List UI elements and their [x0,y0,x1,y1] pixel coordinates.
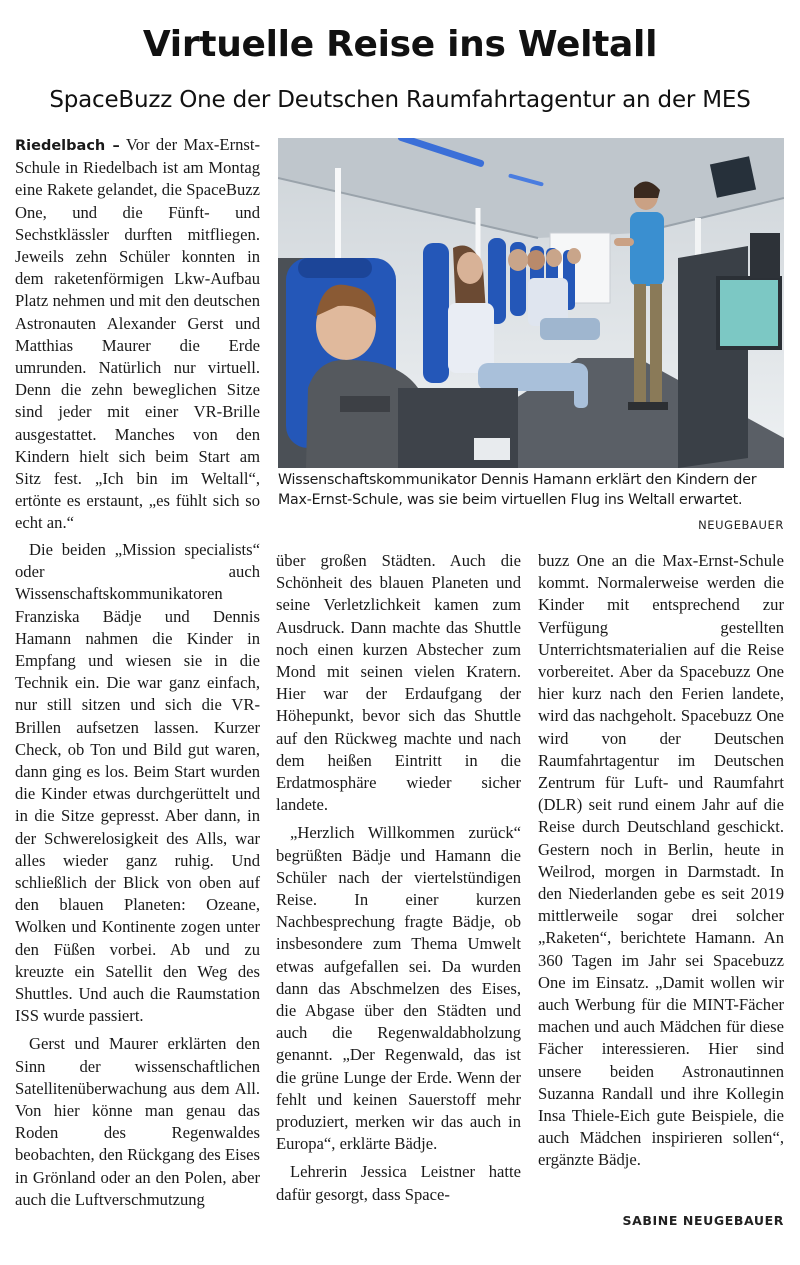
article-photo [278,138,784,468]
dateline: Riedelbach – [15,138,120,154]
column-3 [538,550,784,1172]
paragraph-gerst-maurer: Gerst und Maurer erklärten den Sinn der wissenschaftlichen Satellitenüberwachung aus dem All. Von hier könne man genau das Roden des Regenwaldes beobachten, den Rückgang des Eises in Grönland oder an den Polen, aber auch die Luftverschmutzung [15,1034,260,1209]
subheadline: SpaceBuzz One der Deutschen Raumfahrtagentur an der MES [49,87,751,113]
column-1-top [15,134,260,535]
paragraph-mission-specialists: Die beiden „Mission specialists“ oder auch Wissenschaftskommunikatoren Franziska Bädje und Dennis Hamann nahmen die Kinder in Empfang und wiesen sie in die Technik ein. Die war ganz einfach, nur still sitzen und sich die VR-Brillen aufsetzen lassen. Kurzer Check, ob Ton und Bild gut waren, dann ging es los. Beim Start wurden die Kinder etwas durchgerüttelt und in die Sitze gepresst. Aber dann, in der Schwerelosigkeit des Alls, war alles wieder ganz ruhig. Und schließlich der Blick von oben auf den blauen Planeten: Ozeane, Wolken und Kontinente zogen unter den Füßen vorbei. Ab und zu kreuzte ein Satellit den Weg des Shuttles. Und auch die Raumstation ISS wurde passiert. [15,540,260,1026]
headline: Virtuelle Reise ins Weltall [142,24,658,65]
paragraph-welcome-back: „Herzlich Willkommen zurück“ begrüßten Bädje und Hamann die Schüler nach der viertelstündigen Reise. In einer kurzen Nachbesprechung fragte Bädje, ob insbesondere zum Thema Umwelt etwas aufgefallen sei. Da wurden dann das Abschmelzen des Eises, die Abgase über den Städten und auch die Regenwaldabholzung genannt. „Der Regenwald, das ist die grüne Lunge der Erde. Wenn der fehlt und keinen Sauerstoff mehr produziert, merken wir das auch in Europa“, erklärte Bädje. [276,823,521,1154]
spacebuzz-interior-illustration [278,138,784,468]
paragraph-spacebuzz-tour: buzz One an die Max-Ernst-Schule kommt. Normalerweise werden die Kinder mit entsprechend zur Verfügung gestellten Unterrichtsmaterialien auf die Reise vorbereitet. Aber da Spacebuzz One hier kurz nach den Ferien landete, wird das nachgeholt. Spacebuzz One wird von der Deutschen Raumfahrtagentur im Deutschen Zentrum für Luft- und Raumfahrt (DLR) seit rund einem Jahr auf die Reise durch Deutschland geschickt. Gestern noch in Berlin, heute in Weilrod, morgen in Darmstadt. In den Niederlanden gebe es seit 2019 mittlerweile sogar drei solcher „Raketen“, berichtete Hamann. An 360 Tagen im Jahr sei Spacebuzz One im Einsatz. „Damit wollen wir auch Werbung für die MINT-Fächer machen und auch Mädchen für diese Fächer interessieren. Hier sind unsere beiden Astronautinnen Suzanna Randall und ihre Kollegin Insa Thiele-Eich gute Beispiele, die auch Mädchen inspirieren sollen“, ergänzte Bädje. [538,551,784,1170]
intro-text: Vor der Max-Ernst-Schule in Riedelbach ist am Montag eine Rakete gelandet, die SpaceBuzz One, und die Fünft- und Sechstklässler durften mitfliegen. Jeweils zehn Schüler konnten in dem raketenförmigen Lkw-Aufbau Platz nehmen und mit den deutschen Astronauten Alexander Gerst und Matthias Maurer die Erde umrunden. Natürlich nur virtuell. Denn die zehn beweglichen Sitze sind jeder mit einer VR-Brille ausgestattet. Manches von den Kindern hielt sich beim Start am Sitz fest. „Ich bin im Weltall“, ertönte es erstaunt, „es fühlt sich so echt an.“ [15,135,260,533]
photo-caption: Wissenschaftskommunikator Dennis Hamann erklärt den Kindern der Max-Ernst-Schule, was sie beim virtuellen Flug ins Weltall erwartet. [278,472,757,508]
column-2 [276,550,521,1206]
intro-paragraph [15,134,260,535]
column-1-bottom [15,539,260,1211]
photo-credit: NEUGEBAUER [698,518,784,532]
paragraph-blue-planet: über großen Städten. Auch die Schönheit des blauen Planeten und seine Verletzlichkeit kamen zum Ausdruck. Dann machte das Shuttle noch einen kurzen Abstecher zum Mond mit seinen vielen Kratern. Hier war der Erdaufgang der Höhepunkt, bevor sich das Shuttle auf den Rückweg machte und nach dem heißen Eintritt in die Erdatmosphäre wieder sicher landete. [276,551,521,815]
author-byline: SABINE NEUGEBAUER [622,1213,784,1228]
paragraph-teacher: Lehrerin Jessica Leistner hatte dafür gesorgt, dass Space- [276,1162,521,1204]
